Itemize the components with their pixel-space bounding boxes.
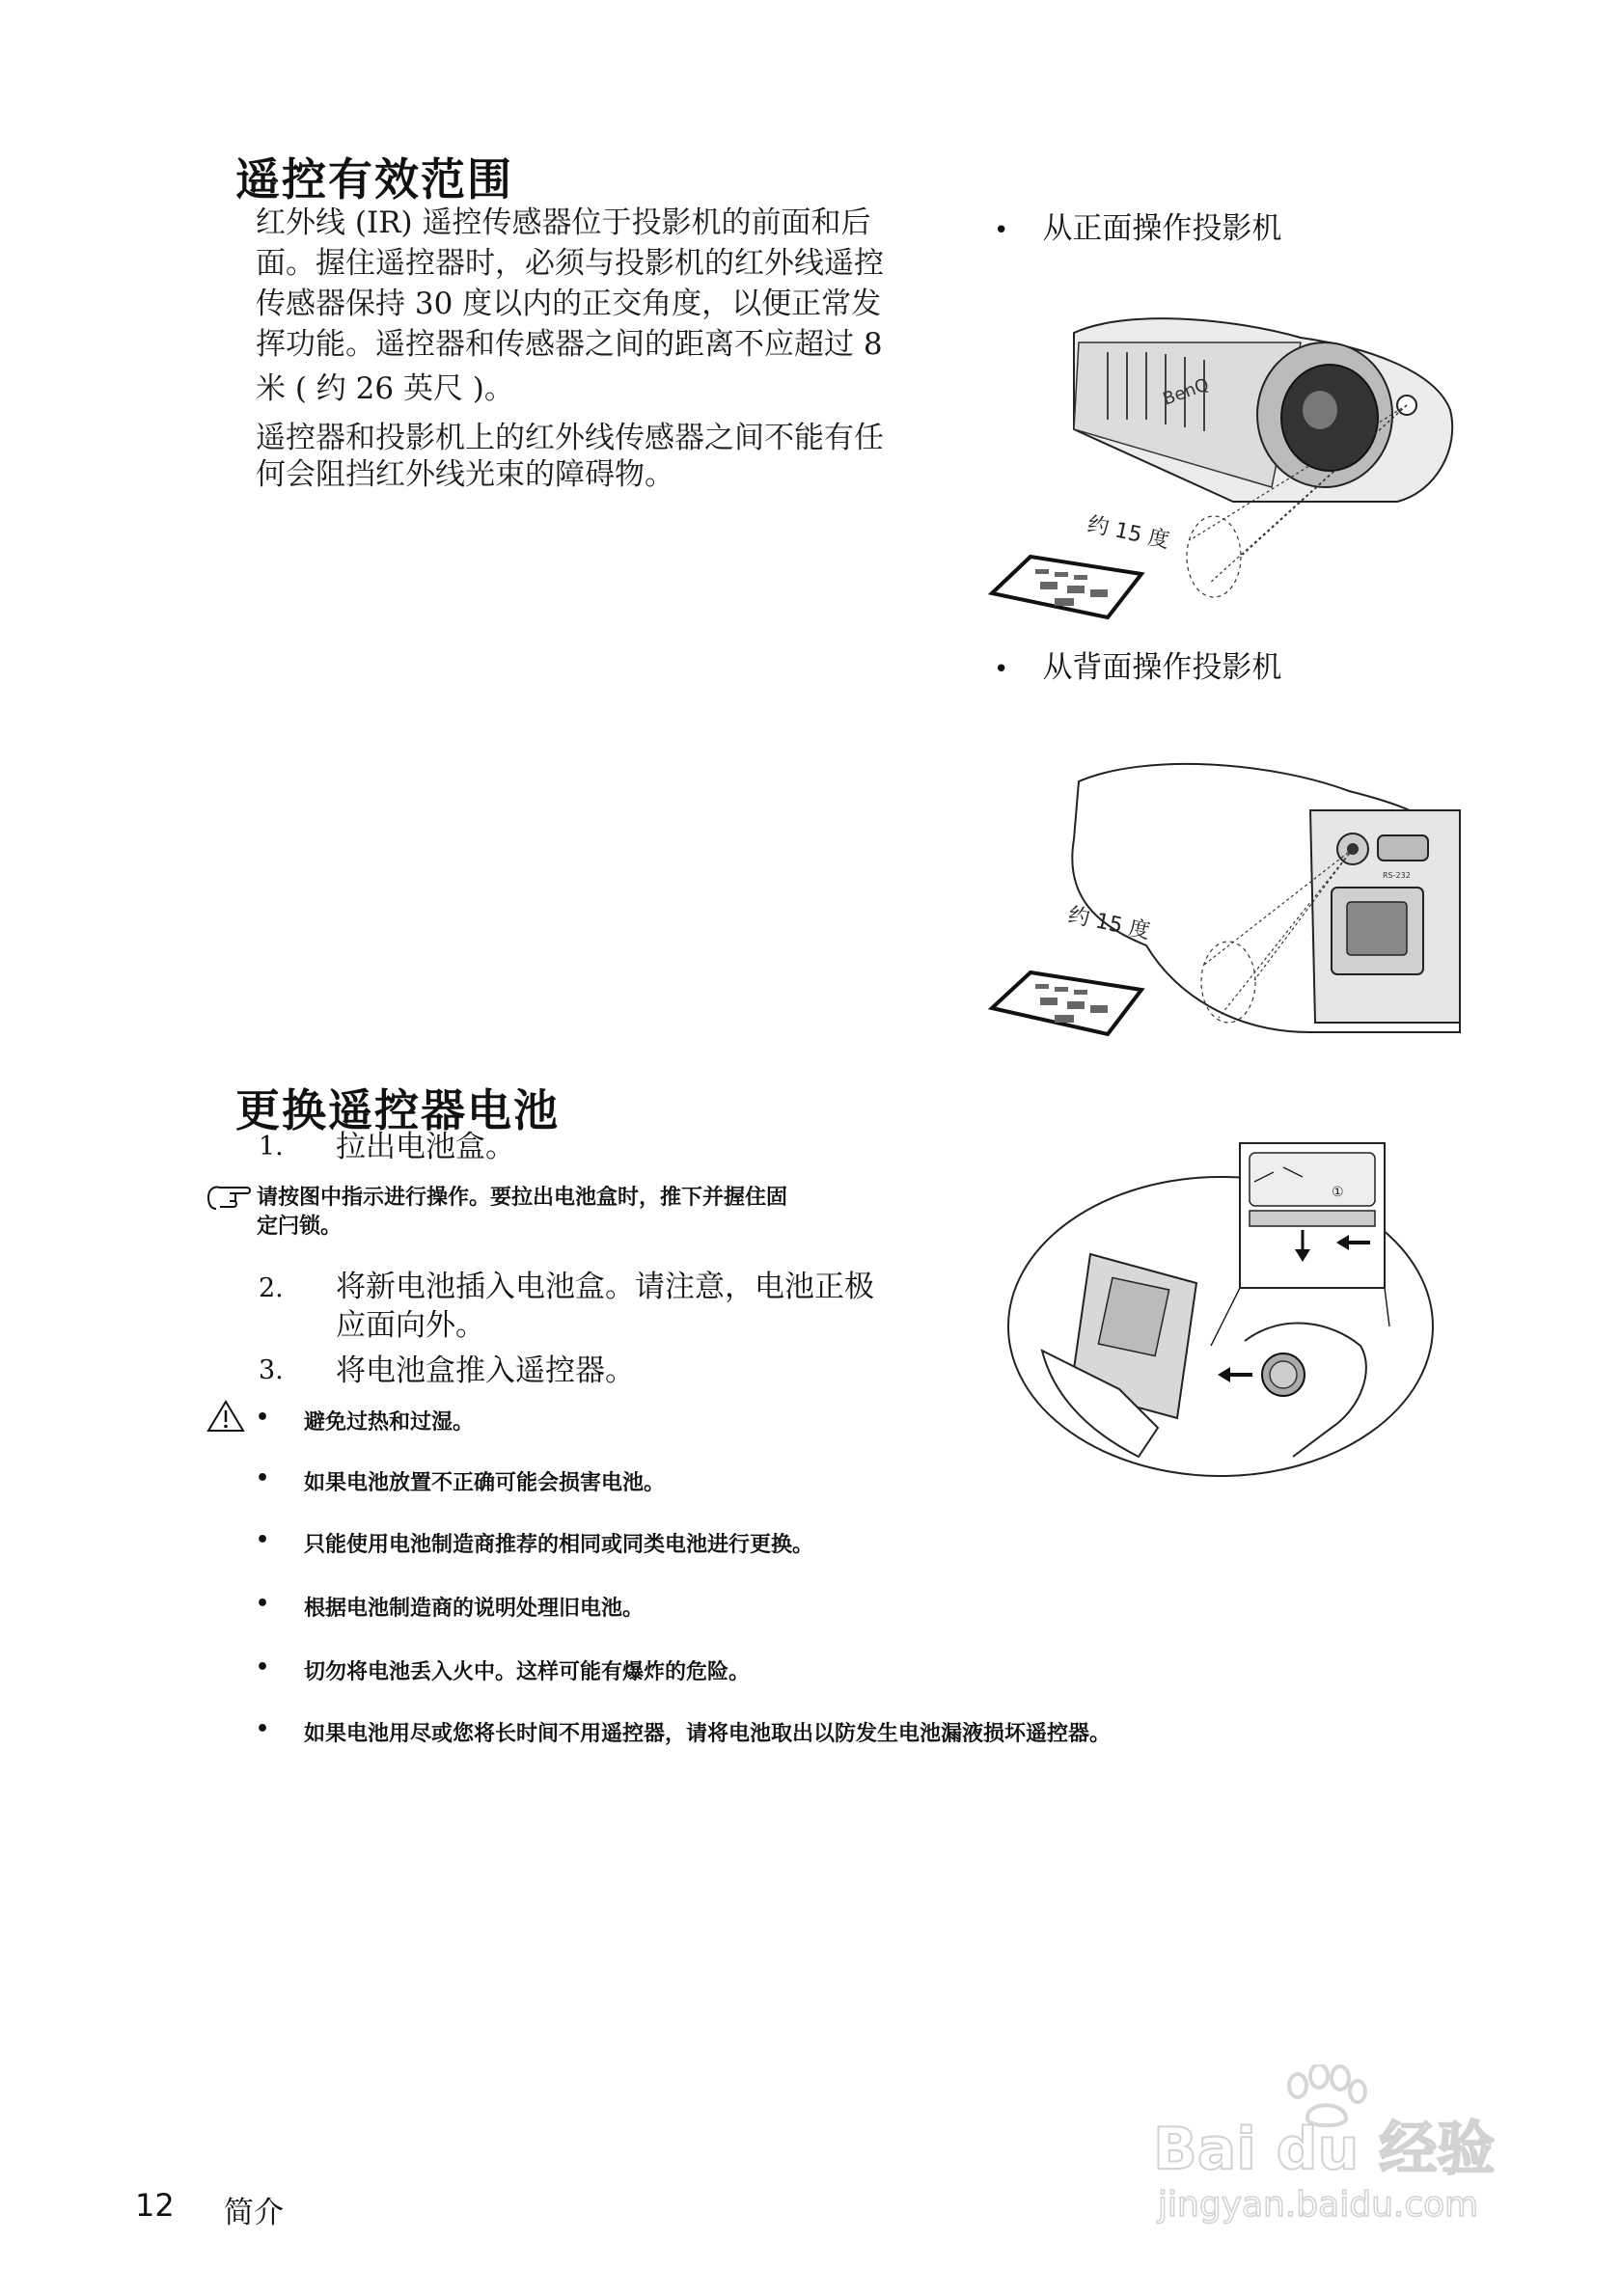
step-text: 拉出电池盒。 <box>336 1130 515 1164</box>
step-number: 1. <box>259 1132 284 1162</box>
bullet-marker: • <box>994 216 1009 245</box>
text-line: 传感器保持 30 度以内的正交角度，以便正常发 <box>256 287 882 321</box>
step-number: 3. <box>259 1355 284 1385</box>
range-paragraph-2 <box>256 420 970 493</box>
text-line: 将新电池插入电池盒。请注意，电池正极 <box>336 1270 874 1304</box>
bullet-marker: • <box>256 1592 270 1616</box>
text-line: 遥控器和投影机上的红外线传感器之间不能有任 <box>256 421 884 455</box>
angle-label: 约 15 度 <box>1065 903 1153 944</box>
text-line: 定闩锁。 <box>257 1215 343 1239</box>
text-line: 面。握住遥控器时，必须与投影机的红外线遥控 <box>256 246 884 281</box>
step-3 <box>259 1353 635 1388</box>
step-marker: ① <box>1332 1185 1344 1200</box>
step-1 <box>259 1130 515 1164</box>
back-projector-illustration <box>982 752 1465 1061</box>
section-title-remote-range: 遥控有效范围 <box>235 153 513 205</box>
bullet-label: 从背面操作投影机 <box>1042 650 1282 685</box>
text-line: 应面向外。 <box>336 1308 485 1343</box>
warning-item <box>256 1592 645 1621</box>
warning-text: 如果电池放置不正确可能会损害电池。 <box>304 1471 666 1495</box>
bullet-back-operation <box>994 648 1281 687</box>
front-projector-illustration <box>982 304 1465 622</box>
bullet-marker: • <box>256 1655 270 1680</box>
text-line: 何会阻挡红外线光束的障碍物。 <box>256 457 674 492</box>
step-2 <box>259 1270 874 1343</box>
warning-item <box>256 1466 666 1495</box>
bullet-marker: • <box>256 1466 270 1490</box>
bullet-front-operation <box>994 209 1281 248</box>
warning-item <box>256 1655 751 1684</box>
bullet-label: 从正面操作投影机 <box>1042 211 1282 246</box>
text-line: 挥功能。遥控器和传感器之间的距离不应超过 8 <box>256 327 883 362</box>
chapter-name: 简介 <box>224 2196 284 2230</box>
watermark-logo-text: Bai du 经验 <box>1153 2116 1496 2183</box>
warning-item <box>256 1406 475 1435</box>
note-battery-latch <box>257 1184 990 1242</box>
warning-item <box>256 1528 814 1557</box>
brand-label: BenQ <box>1160 374 1212 410</box>
remote-control-icon <box>992 557 1141 617</box>
bullet-marker: • <box>994 655 1009 684</box>
text-line: 红外线 (IR) 遥控传感器位于投影机的前面和后 <box>256 205 871 240</box>
warning-text: 如果电池用尽或您将长时间不用遥控器，请将电池取出以防发生电池漏液损坏遥控器。 <box>304 1722 1112 1746</box>
serial-port-icon <box>1378 835 1428 861</box>
port-label: RS-232 <box>1383 871 1411 880</box>
warning-text: 避免过热和过湿。 <box>304 1410 475 1435</box>
range-paragraph-1 <box>256 203 970 409</box>
pointing-hand-icon <box>206 1182 253 1215</box>
warning-text: 切勿将电池丢入火中。这样可能有爆炸的危险。 <box>304 1660 751 1684</box>
step-text <box>336 1268 874 1345</box>
warning-text: 根据电池制造商的说明处理旧电池。 <box>304 1597 645 1621</box>
warning-triangle-icon <box>206 1399 245 1434</box>
bullet-marker: • <box>256 1406 270 1430</box>
angle-label: 约 15 度 <box>1085 512 1172 554</box>
bullet-marker: • <box>256 1717 270 1741</box>
step-number: 2. <box>259 1273 284 1303</box>
text-line: 米 ( 约 26 英尺 )。 <box>256 371 514 406</box>
step-text: 将电池盒推入遥控器。 <box>336 1353 635 1388</box>
section-title-battery-replace: 更换遥控器电池 <box>235 1084 560 1136</box>
remote-control-icon <box>992 972 1141 1034</box>
warning-text: 只能使用电池制造商推荐的相同或同类电池进行更换。 <box>304 1533 814 1557</box>
battery-replacement-illustration <box>1003 1138 1438 1495</box>
text-line: 请按图中指示进行操作。要拉出电池盒时，推下并握住固 <box>257 1186 788 1210</box>
warning-item <box>256 1717 1112 1746</box>
bullet-marker: • <box>256 1528 270 1552</box>
page-number: 12 <box>135 2187 175 2224</box>
watermark-url: jingyan.baidu.com <box>1158 2185 1479 2225</box>
